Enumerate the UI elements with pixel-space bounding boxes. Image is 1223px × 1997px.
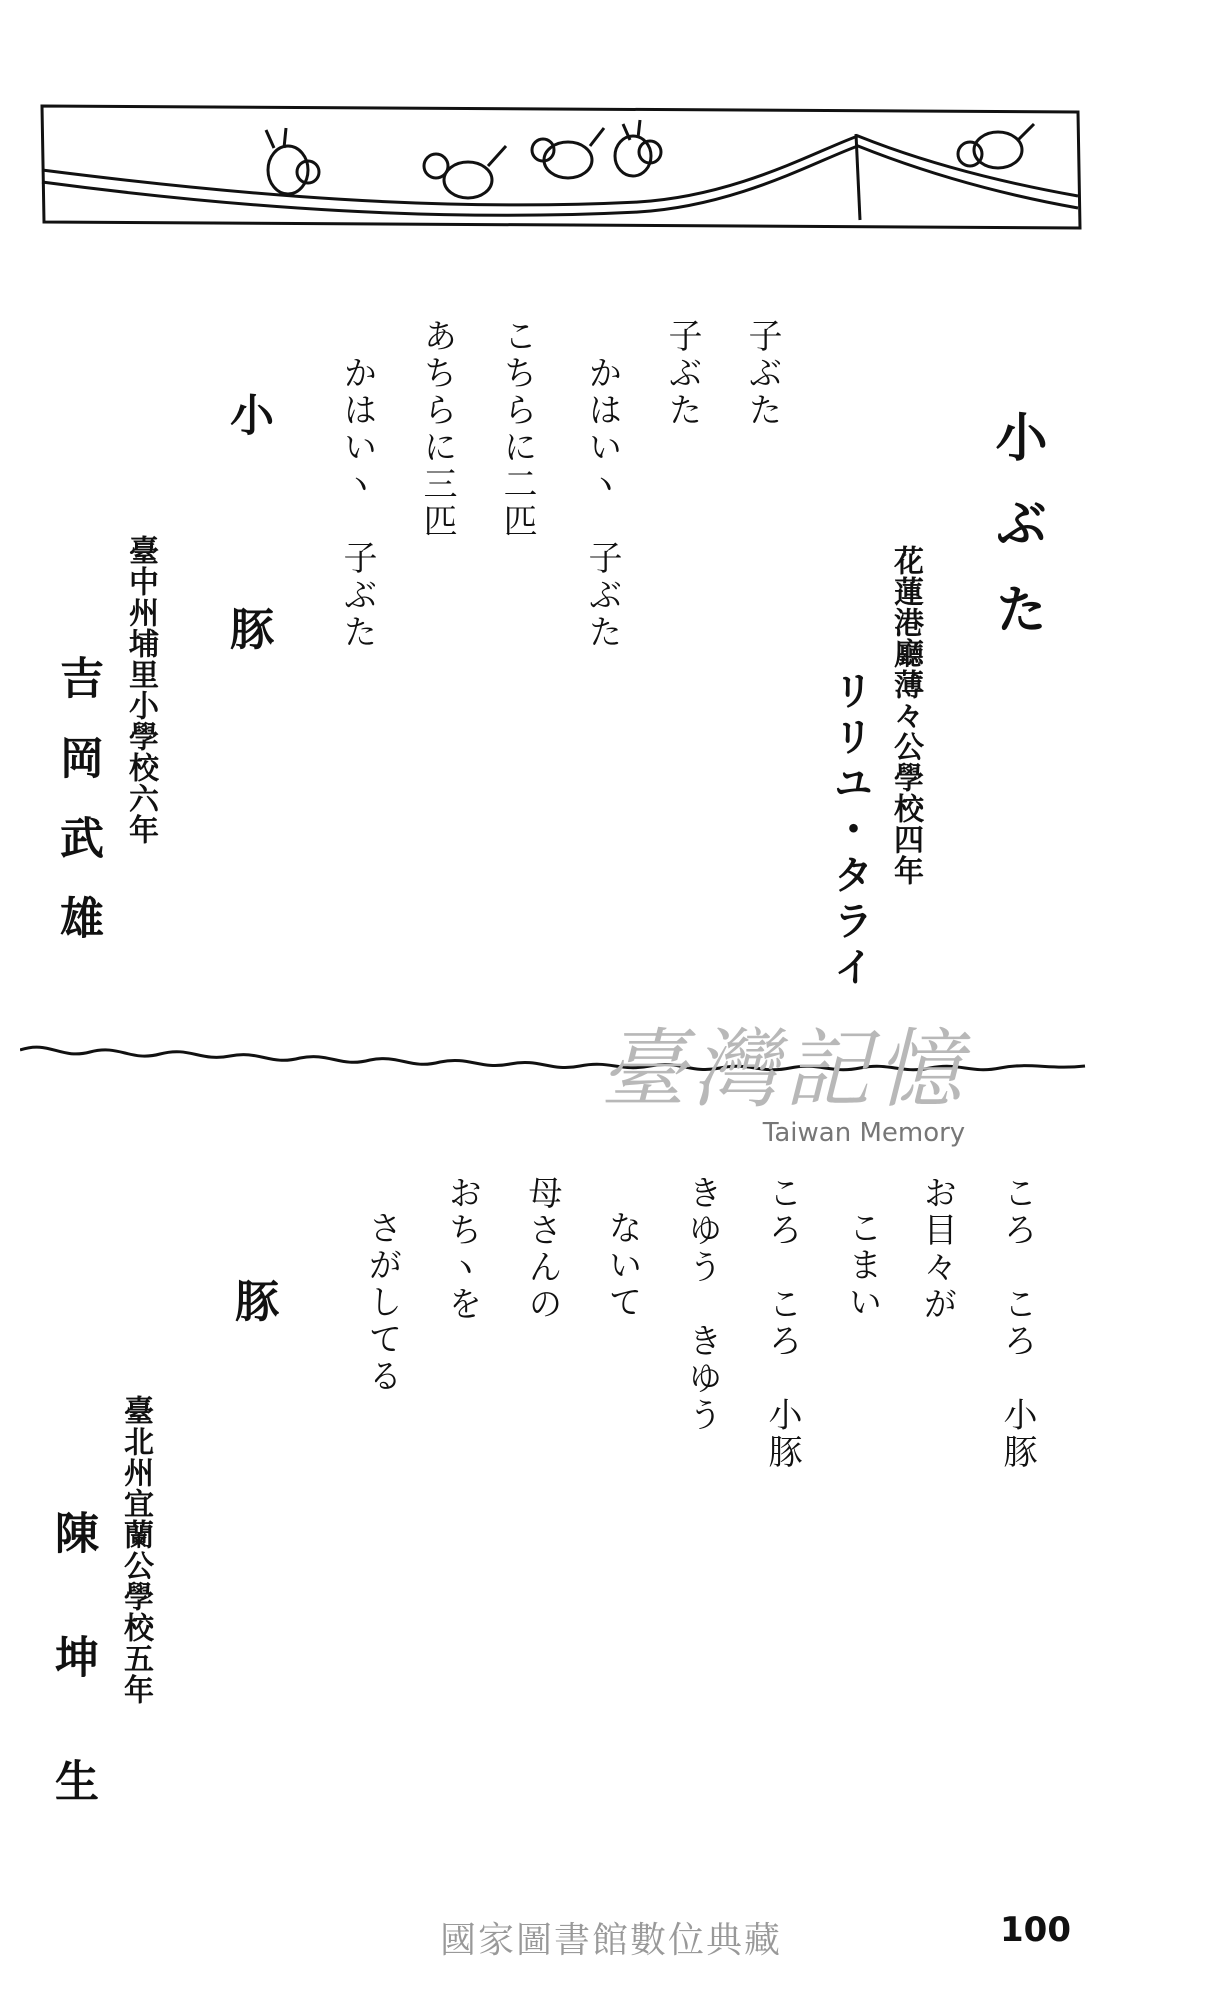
poem-line: 母さんの <box>522 1175 562 1323</box>
poem-title: 小ぶた <box>986 410 1047 668</box>
watermark-english: Taiwan Memory <box>762 1118 966 1148</box>
page-number: 100 <box>1000 1910 1071 1950</box>
school-name: 臺北州宜蘭公學校五年 <box>118 1395 153 1705</box>
bird-icon <box>958 124 1034 168</box>
bird-icon <box>615 120 661 176</box>
poem-title: 豚 <box>227 1278 278 1366</box>
poem-line: かはいヽ 子ぶた <box>582 355 622 651</box>
poem-line: おちヽを <box>442 1175 482 1323</box>
header-illustration <box>38 100 1088 235</box>
school-name: 花蓮港廳薄々公學校四年 <box>888 545 923 886</box>
poem-line: さがしてる <box>362 1210 402 1395</box>
poem-line: かはいヽ 子ぶた <box>337 355 377 651</box>
poem-line: こまい <box>842 1210 882 1321</box>
library-credit: 國家圖書館數位典藏 <box>440 1920 783 1961</box>
poem-line: こちらに二匹 <box>497 318 537 540</box>
poem-line: あちらに三匹 <box>417 318 457 540</box>
poem-line: ころ ころ 小豚 <box>997 1175 1037 1471</box>
bird-icon <box>532 128 604 178</box>
poem-title: 小豚 <box>222 392 273 820</box>
poem-line: 子ぶた <box>742 318 782 429</box>
bird-icon <box>424 146 506 198</box>
author-name: 陳坤生 <box>47 1510 98 1882</box>
watermark-chinese: 臺灣記憶 <box>600 1020 968 1120</box>
bird-icon <box>266 128 319 194</box>
poem-line: ころ ころ 小豚 <box>762 1175 802 1471</box>
author-name: 吉岡武雄 <box>52 655 103 975</box>
poem-line: ないて <box>602 1210 642 1321</box>
poem-line: きゆう きゆう <box>682 1175 722 1434</box>
author-name: リリユ・タライ <box>827 670 873 992</box>
school-name: 臺中州埔里小學校六年 <box>123 535 158 845</box>
poem-line: 子ぶた <box>662 318 702 429</box>
poem-line: お目々が <box>917 1175 957 1323</box>
watermark <box>600 1000 968 1148</box>
